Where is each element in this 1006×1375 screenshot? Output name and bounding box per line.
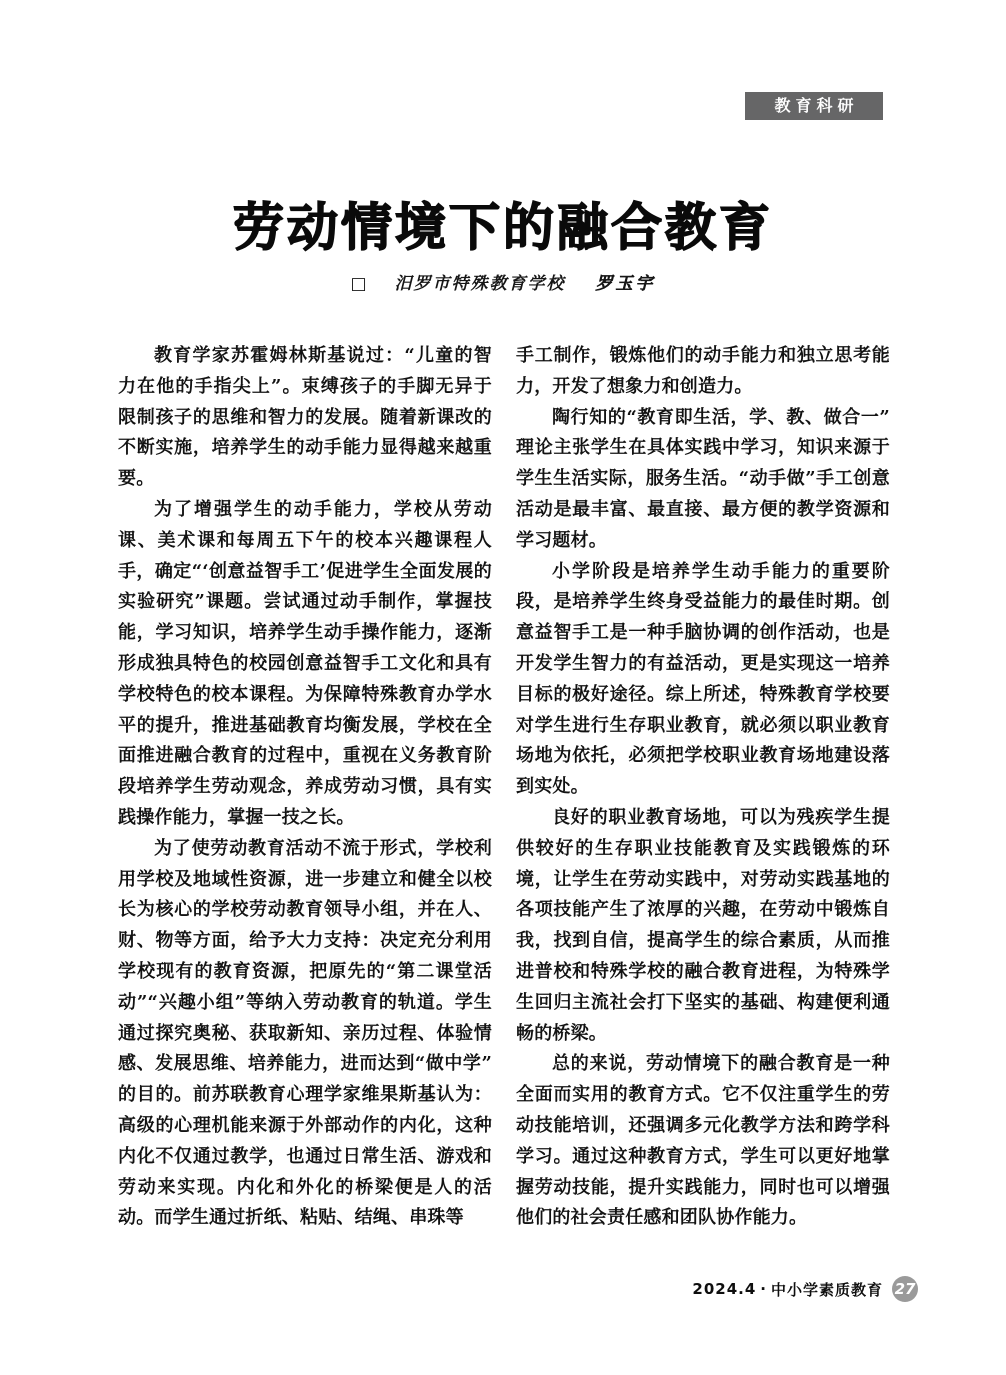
byline-marker-icon: □ xyxy=(350,274,367,294)
paragraph-continuation: 手工制作，锻炼他们的动手能力和独立思考能力，开发了想象力和创造力。 xyxy=(516,345,890,397)
footer-issue: 2024.4 xyxy=(692,1280,757,1298)
paragraph: 为了使劳动教育活动不流于形式，学校利用学校及地域性资源，进一步建立和健全以校长为核心的学校劳动教育领导小组，并在人、财、物等方面，给予大力支持：决定充分利用学校现有的教育资源，把原先的“第二课堂活动”“兴趣小组”等纳入劳动教育的轨道。学生通过探究奥秘、获取新知、亲历过程、体验情感、发展思维、培养能力，进而达到“做中学”的目的。前苏联教育心理学家维果斯基认为：高级的心理机能来源于外部动作的内化，这种内化不仅通过教学，也通过日常生活、游戏和劳动来实现。内化和外化的桥梁便是人的活动。而学生通过折纸、粘贴、结绳、串珠等 xyxy=(118,837,492,1229)
right-column xyxy=(516,341,890,1234)
footer-separator: · xyxy=(760,1280,767,1298)
paragraph: 为了增强学生的动手能力，学校从劳动课、美术课和每周五下午的校本兴趣课程人手，确定“‘创意益智手工’促进学生全面发展的实验研究”课题。尝试通过动手制作，掌握技能，学习知识，培养学生动手操作能力，逐渐形成独具特色的校园创意益智手工文化和具有学校特色的校本课程。为保障特殊教育办学水平的提升，推进基础教育均衡发展，学校在全面推进融合教育的过程中，重视在义务教育阶段培养学生劳动观念，养成劳动习惯，具有实践操作能力，掌握一技之长。 xyxy=(118,498,492,828)
paragraph: 良好的职业教育场地，可以为残疾学生提供较好的生存职业技能教育及实践锻炼的环境，让学生在劳动实践中，对劳动实践基地的各项技能产生了浓厚的兴趣，在劳动中锻炼自我，找到自信，提高学生的综合素质，从而推进普校和特殊学校的融合教育进程，为特殊学生回归主流社会打下坚实的基础、构建便利通畅的桥梁。 xyxy=(516,806,890,1044)
paragraph: 小学阶段是培养学生动手能力的重要阶段，是培养学生终身受益能力的最佳时期。创意益智手工是一种手脑协调的创作活动，也是开发学生智力的有益活动，更是实现这一培养目标的极好途径。综上所述，特殊教育学校要对学生进行生存职业教育，就必须以职业教育场地为依托，必须把学校职业教育场地建设落到实处。 xyxy=(516,560,890,798)
page-number-badge: 27 xyxy=(892,1276,918,1302)
byline xyxy=(0,269,1006,294)
left-column xyxy=(118,341,492,1234)
article-title: 劳动情境下的融合教育 xyxy=(232,199,773,258)
footer-journal-name: 中小学素质教育 xyxy=(770,1280,883,1299)
article-body xyxy=(118,341,890,1234)
paragraph: 教育学家苏霍姆林斯基说过：“儿童的智力在他的手指尖上”。束缚孩子的手脚无异于限制孩子的思维和智力的发展。随着新课改的不断实施，培养学生的动手能力显得越来越重要。 xyxy=(118,345,492,490)
paragraph: 总的来说，劳动情境下的融合教育是一种全面而实用的教育方式。它不仅注重学生的劳动技能培训，还强调多元化教学方法和跨学科学习。通过这种教育方式，学生可以更好地掌握劳动技能，提升实践能力，同时也可以增强他们的社会责任感和团队协作能力。 xyxy=(516,1053,890,1229)
section-badge: 教育科研 xyxy=(745,92,883,120)
byline-author: 罗玉宇 xyxy=(595,274,656,294)
byline-affiliation: 汨罗市特殊教育学校 xyxy=(394,274,566,294)
paragraph: 陶行知的“教育即生活，学、教、做合一”理论主张学生在具体实践中学习，知识来源于学生生活实际，服务生活。“动手做”手工创意活动是最丰富、最直接、最方便的教学资源和学习题材。 xyxy=(516,406,890,551)
page-footer xyxy=(692,1276,918,1302)
